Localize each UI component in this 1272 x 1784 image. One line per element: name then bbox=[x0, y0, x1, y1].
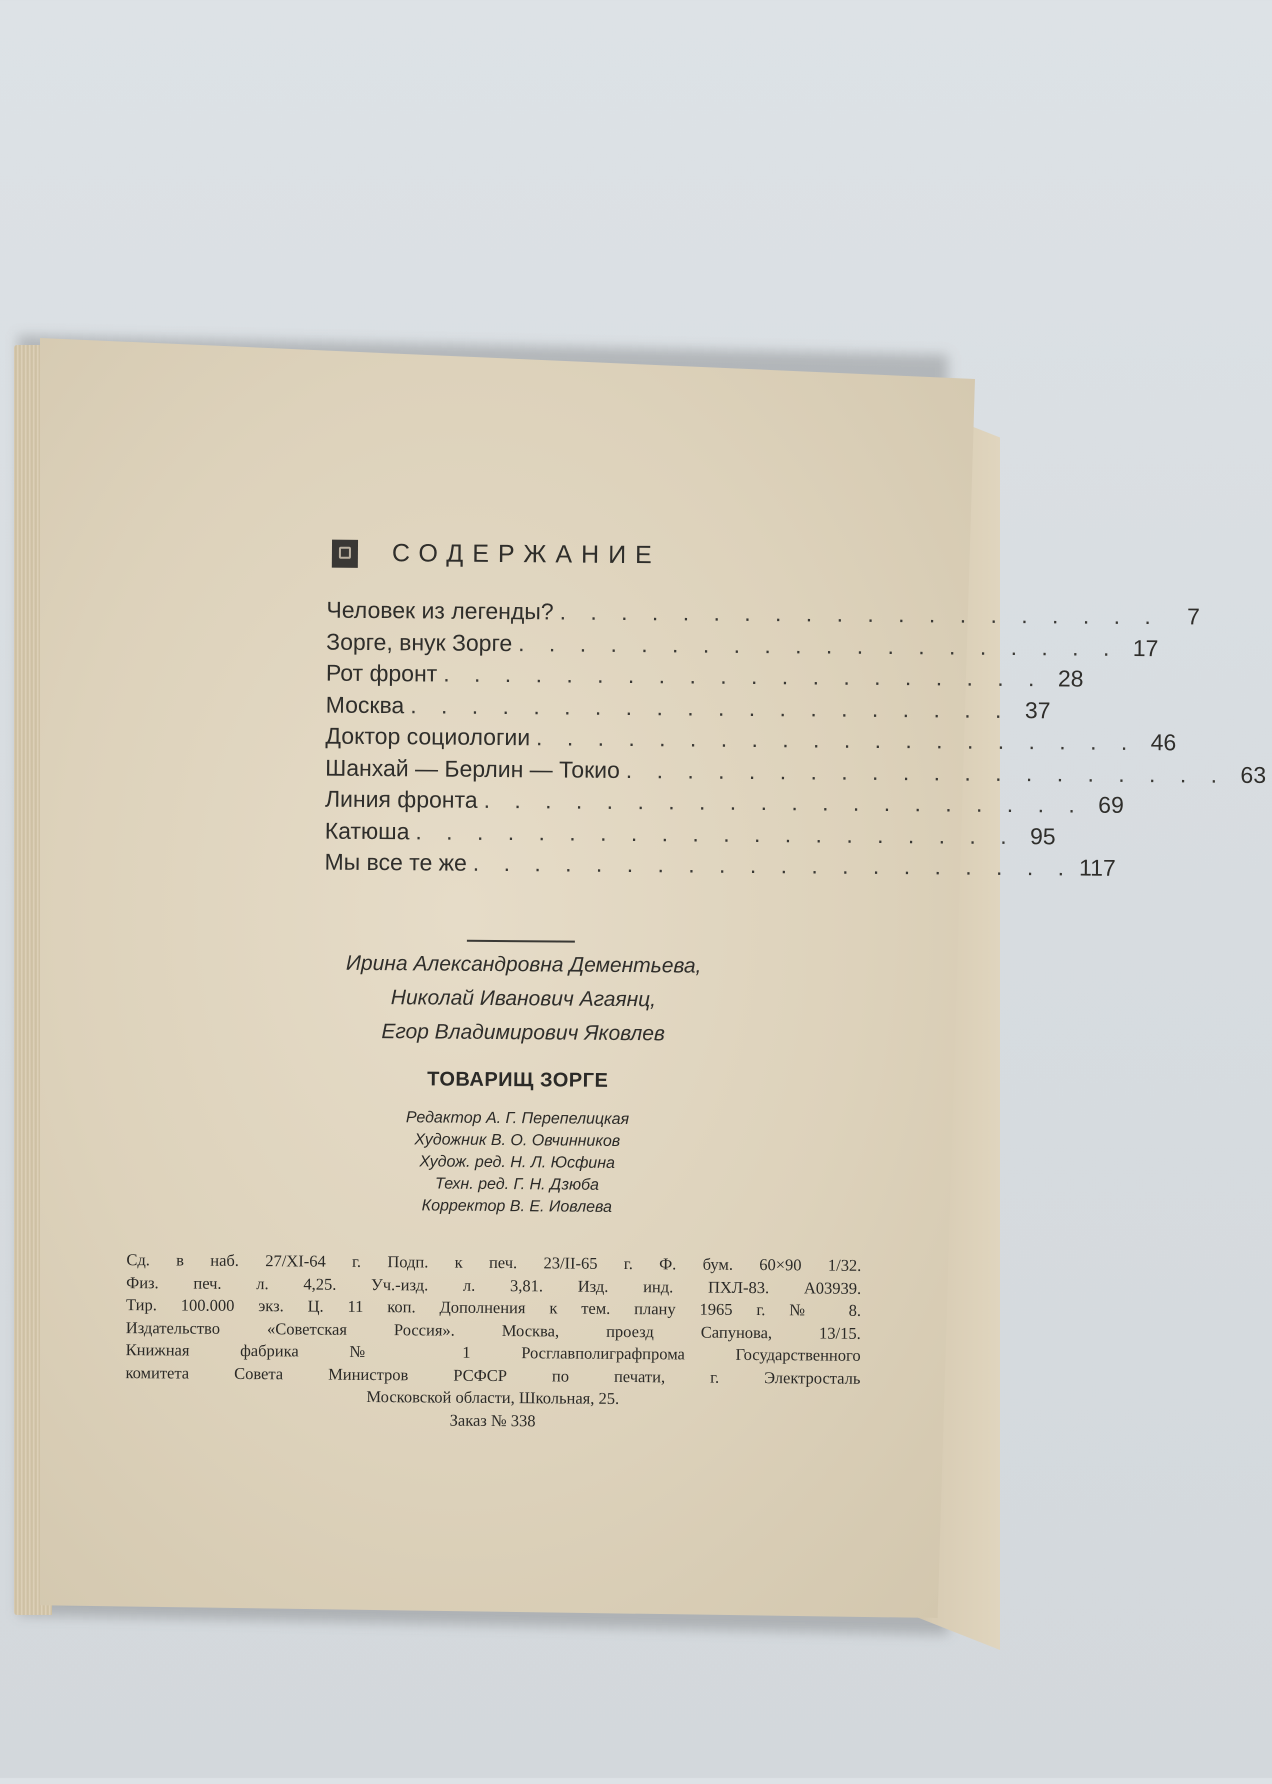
toc-entry-page: 95 bbox=[1029, 822, 1056, 849]
imprint-line: Тир. 100.000 экз. Ц. 11 коп. Дополнения к тем. плану 1965 г. № 8. bbox=[125, 1295, 862, 1320]
toc-entry-title: Мы все те же bbox=[324, 848, 467, 876]
credit-line: Корректор В. Е. Иовлева bbox=[421, 1197, 612, 1216]
credit-line: Худож. ред. Н. Л. Юсфина bbox=[419, 1153, 616, 1172]
imprint-line: Физ. печ. л. 4,25. Уч.-изд. л. 3,81. Изд. инд. ПХЛ-83. А03939. bbox=[126, 1272, 862, 1298]
toc-entry-page: 7 bbox=[1186, 603, 1200, 630]
credits bbox=[337, 1107, 698, 1220]
toc-entry-title: Человек из легенды? bbox=[326, 596, 554, 625]
author-line: Егор Владимирович Яковлев bbox=[381, 1020, 666, 1046]
toc-entry-title: Шанхай — Берлин — Токио bbox=[325, 754, 620, 783]
toc-leader-dots: . . . . . . . . . . . . . . . . . . . . bbox=[410, 691, 1011, 723]
toc-leader-dots: . . . . . . . . . . . . . . . . . . . . bbox=[559, 598, 1160, 630]
credit-line: Художник В. О. Овчинников bbox=[414, 1131, 621, 1150]
imprint-line: Заказ № 338 bbox=[449, 1410, 536, 1430]
author-line: Ирина Александровна Дементьева, bbox=[345, 951, 702, 978]
toc-leader-dots: . . . . . . . . . . . . . . . . . . . . bbox=[518, 629, 1119, 661]
imprint-line: Издательство «Советская Россия». Москва, проезд Сапунова, 13/15. bbox=[125, 1317, 861, 1343]
toc-entry bbox=[324, 817, 1056, 852]
toc-entry-page: 17 bbox=[1132, 634, 1159, 661]
toc-title: СОДЕРЖАНИЕ bbox=[391, 539, 661, 570]
table-of-contents bbox=[324, 596, 1267, 884]
imprint-line: Сд. в наб. 27/XI-64 г. Подп. к печ. 23/II-65 г. Ф. бум. 60×90 1/32. bbox=[126, 1250, 862, 1275]
toc-entry-page: 63 bbox=[1240, 761, 1267, 788]
book-title: ТОВАРИЩ ЗОРГЕ bbox=[427, 1068, 609, 1092]
toc-entry-title: Катюша bbox=[324, 817, 410, 844]
toc-heading bbox=[332, 539, 661, 571]
toc-leader-dots: . . . . . . . . . . . . . . . . . . . . bbox=[625, 756, 1227, 788]
toc-leader-dots: . . . . . . . . . . . . . . . . . . . . bbox=[472, 849, 1074, 881]
toc-entry-page: 69 bbox=[1098, 791, 1124, 818]
toc-entry bbox=[325, 754, 1267, 789]
toc-entry bbox=[325, 691, 1051, 726]
toc-entry bbox=[324, 848, 1116, 884]
toc-leader-dots: . . . . . . . . . . . . . . . . . . . . bbox=[483, 786, 1084, 818]
credit-line: Редактор А. Г. Перепелицкая bbox=[405, 1109, 630, 1129]
toc-entry-page: 28 bbox=[1057, 665, 1084, 692]
toc-entry-title: Доктор социологии bbox=[325, 722, 531, 751]
toc-entry-title: Линия фронта bbox=[324, 785, 478, 813]
imprint-line: Книжная фабрика № 1 Росглавполиграфпрома Государственного bbox=[125, 1340, 861, 1365]
toc-leader-dots: . . . . . . . . . . . . . . . . . . . . bbox=[443, 660, 1044, 692]
publisher-emblem-icon bbox=[332, 539, 358, 567]
authors bbox=[288, 951, 759, 1057]
toc-entry-page: 117 bbox=[1078, 854, 1116, 881]
toc-entry bbox=[325, 722, 1177, 758]
imprint bbox=[125, 1249, 861, 1435]
toc-entry bbox=[324, 785, 1124, 821]
toc-entry-page: 37 bbox=[1024, 696, 1051, 723]
toc-entry bbox=[325, 659, 1084, 695]
credit-line: Техн. ред. Г. Н. Дзюба bbox=[434, 1175, 599, 1194]
author-line: Николай Иванович Агаянц, bbox=[390, 986, 657, 1012]
imprint-line: Московской области, Школьная, 25. bbox=[366, 1386, 620, 1408]
toc-entry-title: Москва bbox=[325, 691, 405, 718]
toc-entry-page: 46 bbox=[1150, 729, 1177, 756]
toc-entry bbox=[326, 628, 1159, 663]
toc-entry-title: Зорге, внук Зорге bbox=[326, 628, 513, 656]
divider bbox=[467, 940, 575, 943]
imprint-line: комитета Совета Министров РСФСР по печати, г. Электросталь bbox=[125, 1362, 861, 1388]
toc-leader-dots: . . . . . . . . . . . . . . . . . . . . bbox=[415, 817, 1016, 849]
toc-entry-title: Рот фронт bbox=[325, 659, 438, 687]
toc-leader-dots: . . . . . . . . . . . . . . . . . . . . bbox=[536, 724, 1137, 755]
toc-entry bbox=[326, 596, 1200, 632]
